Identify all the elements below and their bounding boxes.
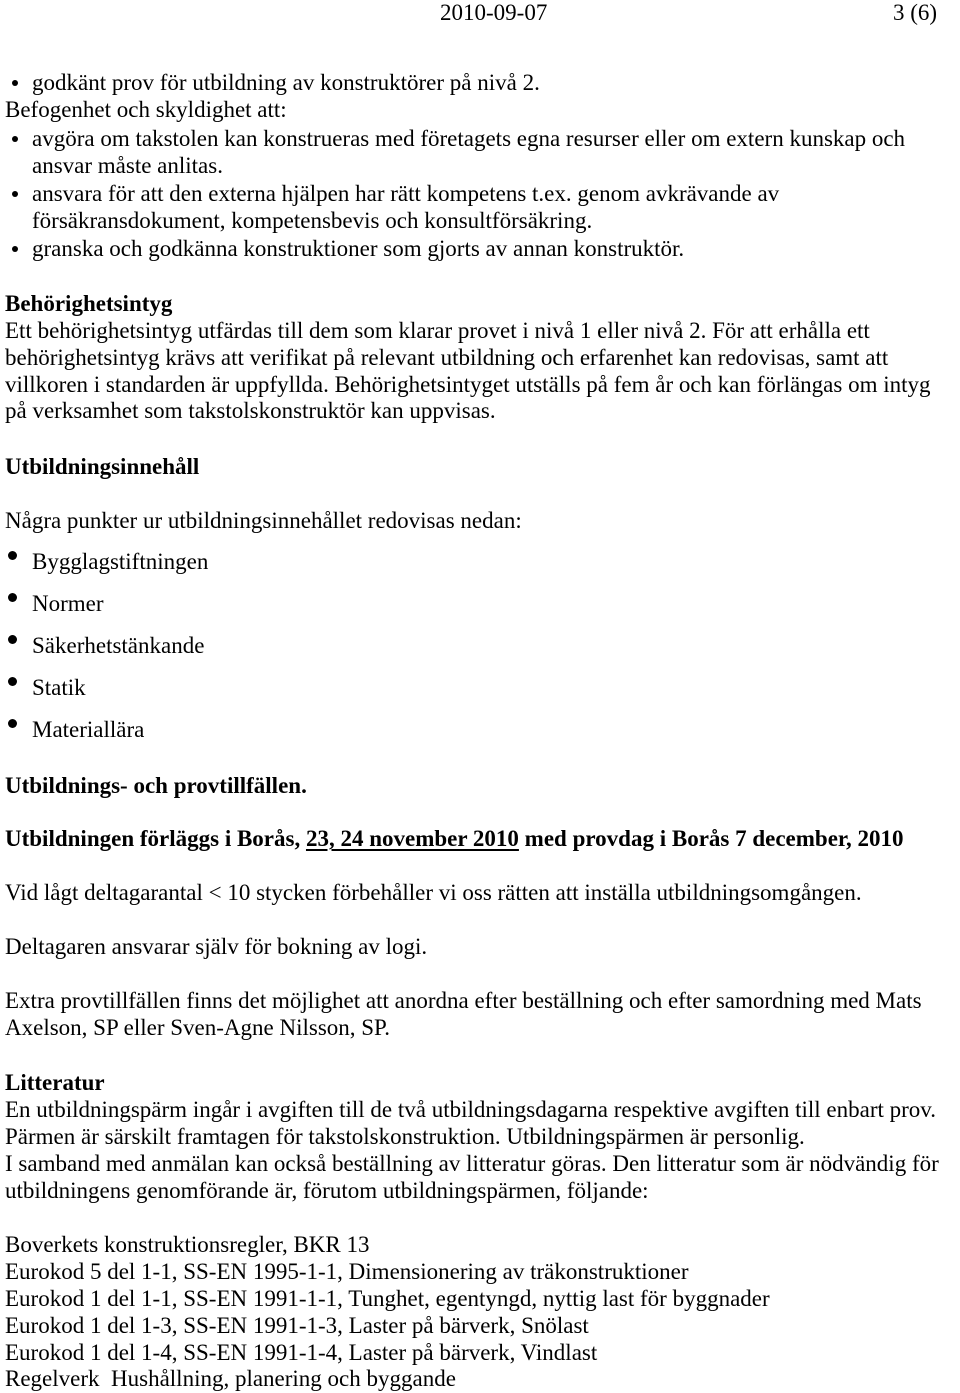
bullet-icon [12,80,18,86]
list-item: avgöra om takstolen kan konstrueras med företagets egna resurser eller om extern kunskap och [32,126,906,151]
section-heading-literature: Litteratur [5,1070,105,1095]
paragraph-line: En utbildningspärm ingår i avgiften till de två utbildningsdagarna respektive avgiften till enbart prov. [5,1097,937,1122]
topic-item: Säkerhetstänkande [32,633,205,658]
lodging-note: Deltagaren ansvarar själv för bokning av logi. [5,934,428,959]
list-item-continuation: ansvar måste anlitas. [32,153,223,178]
bullet-icon [8,593,17,602]
list-item: godkänt prov för utbildning av konstruktörer på nivå 2. [32,70,540,95]
min-participants-note: Vid lågt deltagarantal < 10 stycken förbehåller vi oss rätten att inställa utbildningsomgången. [5,880,862,905]
paragraph-line: utbildningens genomförande är, förutom utbildningspärmen, följande: [5,1178,649,1203]
list-item: ansvara för att den externa hjälpen har rätt kompetens t.ex. genom avkrävande av [32,181,780,206]
reference-item: Eurokod 1 del 1-4, SS-EN 1991-1-4, Laster på bärverk, Vindlast [5,1340,598,1365]
bullet-icon [8,719,17,728]
schedule-suffix: med provdag i Borås 7 december, 2010 [518,826,904,851]
bullet-icon [8,635,17,644]
bullet-icon [12,191,18,197]
reference-item: Boverkets konstruktionsregler, BKR 13 [5,1232,370,1257]
paragraph-line: på verksamhet som takstolskonstruktör kan uppvisas. [5,398,496,423]
bullet-icon [12,246,18,252]
bullet-icon [8,677,17,686]
paragraph-line: Axelson, SP eller Sven-Agne Nilsson, SP. [5,1015,391,1040]
bullet-icon [12,136,18,142]
authority-label: Befogenhet och skyldighet att: [5,97,287,122]
paragraph-line: Extra provtillfällen finns det möjlighet att anordna efter beställning och efter samordning med Mats [5,988,922,1013]
list-item: granska och godkänna konstruktioner som gjorts av annan konstruktör. [32,236,685,261]
schedule-line [5,826,904,852]
section-heading-sessions: Utbildnings- och provtillfällen. [5,773,307,798]
reference-item: Eurokod 1 del 1-1, SS-EN 1991-1-1, Tunghet, egentyngd, nyttig last för byggnader [5,1286,770,1311]
topic-item: Bygglagstiftningen [32,549,209,574]
paragraph-line: villkoren i standarden är uppfyllda. Behörighetsintyget utställs på fem år och kan förlängas om intyg [5,372,931,397]
topic-item: Statik [32,675,86,700]
reference-item: Eurokod 1 del 1-3, SS-EN 1991-1-3, Laster på bärverk, Snölast [5,1313,589,1338]
topic-item: Materiallära [32,717,145,742]
section-heading-content: Utbildningsinnehåll [5,454,200,479]
content-intro: Några punkter ur utbildningsinnehållet redovisas nedan: [5,508,522,533]
topic-item: Normer [32,591,104,616]
paragraph-line: Pärmen är särskilt framtagen för takstolskonstruktion. Utbildningspärmen är personlig. [5,1124,805,1149]
bullet-icon [8,551,17,560]
paragraph-line: Ett behörighetsintyg utfärdas till dem som klarar provet i nivå 1 eller nivå 2. För att erhålla ett [5,318,870,343]
reference-item: Regelverk Hushållning, planering och byggande [5,1366,456,1391]
header-date: 2010-09-07 [440,0,548,25]
schedule-prefix: Utbildningen förläggs i Borås, [5,826,306,851]
section-heading-certificate: Behörighetsintyg [5,291,173,316]
paragraph-line: I samband med anmälan kan också beställning av litteratur göras. Den litteratur som är nödvändig för [5,1151,939,1176]
list-item-continuation: försäkransdokument, kompetensbevis och konsultförsäkring. [32,208,593,233]
schedule-dates: 23, 24 november 2010 [305,826,519,851]
page-number: 3 (6) [893,0,938,25]
reference-item: Eurokod 5 del 1-1, SS-EN 1995-1-1, Dimensionering av träkonstruktioner [5,1259,689,1284]
paragraph-line: behörighetsintyg krävs att verifikat på relevant utbildning och erfarenhet kan redovisas, samt att [5,345,889,370]
